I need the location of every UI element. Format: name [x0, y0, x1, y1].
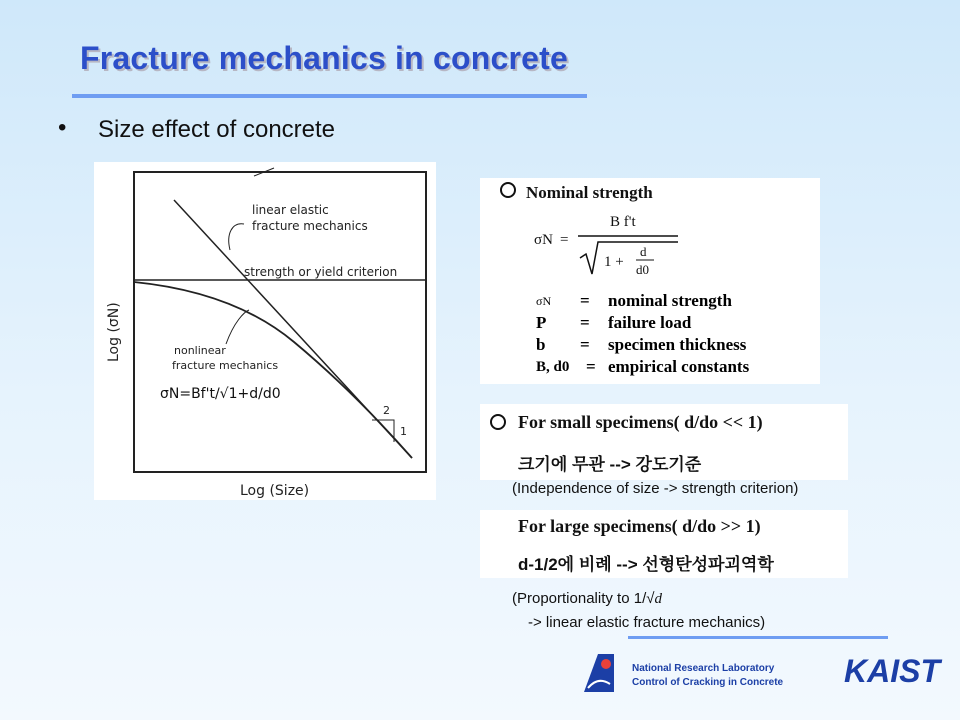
def-description: specimen thickness	[608, 335, 747, 354]
def-description: failure load	[608, 313, 692, 332]
large-specimen-caption-2: -> linear elastic fracture mechanics)	[528, 614, 766, 631]
small-specimen-panel	[480, 404, 848, 480]
plot-frame	[134, 172, 426, 472]
bullet-marker: •	[58, 114, 67, 141]
strength-criterion-label: strength or yield criterion	[244, 265, 398, 279]
x-axis-label: Log (Size)	[240, 483, 310, 499]
small-specimen-korean: 크기에 무관 --> 강도기준	[518, 455, 702, 474]
nonlinear-label-2: fracture mechanics	[172, 359, 279, 372]
root-term: 1 +	[604, 254, 624, 270]
bullet-text: Size effect of concrete	[98, 116, 336, 143]
circle-bullet-icon	[486, 410, 510, 434]
caption-variable: d	[654, 591, 662, 607]
nominal-strength-panel	[480, 178, 820, 384]
def-description: empirical constants	[608, 357, 750, 376]
slope-triangle	[372, 420, 394, 442]
sqrt-sign	[580, 242, 678, 274]
lab-name: National Research Laboratory	[632, 663, 775, 674]
definition-row	[536, 356, 816, 378]
large-specimen-panel	[480, 510, 848, 578]
slope-run-label: 2	[383, 404, 390, 417]
caption-text: (Proportionality to 1/√	[512, 590, 655, 607]
slide-title: Fracture mechanics in concrete	[80, 40, 568, 76]
y-axis-label: Log (σN)	[106, 302, 122, 362]
def-symbol: P	[536, 313, 547, 332]
lefm-pointer	[229, 224, 244, 250]
kaist-logo-icon	[842, 650, 952, 692]
def-symbol: B, d0	[536, 358, 570, 375]
circle-bullet-icon	[501, 183, 515, 197]
definition-row	[536, 312, 816, 334]
lefm-label-1: linear elastic	[252, 203, 329, 217]
lefm-label-2: fracture mechanics	[252, 219, 368, 233]
root-frac-den: d0	[636, 262, 649, 277]
large-specimen-korean: d-1/2에 비례 --> 선형탄성파괴역학	[518, 555, 774, 574]
def-equals: =	[580, 313, 590, 332]
def-symbol: σN	[536, 293, 552, 308]
lab-logo-icon	[584, 654, 614, 692]
slope-rise-label: 1	[400, 425, 407, 438]
def-symbol: b	[536, 335, 546, 354]
kaist-logo-text: KAIST	[844, 653, 940, 689]
small-specimen-text: For small specimens( d/do << 1)	[518, 412, 763, 432]
def-equals: =	[580, 291, 590, 310]
bottom-divider	[628, 636, 888, 639]
large-specimen-caption	[512, 590, 662, 608]
small-specimen-caption: (Independence of size -> strength criterion)	[512, 480, 799, 497]
def-description: nominal strength	[608, 291, 732, 310]
root-frac-num: d	[640, 244, 647, 259]
title-underline	[72, 94, 587, 98]
formula-sigma: σN	[534, 232, 553, 248]
nonlinear-pointer	[226, 310, 249, 344]
large-specimen-text: For large specimens( d/do >> 1)	[518, 516, 761, 536]
def-equals: =	[580, 335, 590, 354]
lab-subtitle: Control of Cracking in Concrete	[632, 677, 784, 688]
formula-numerator: B f't	[610, 214, 636, 230]
size-effect-plot	[94, 162, 436, 500]
def-equals: =	[586, 357, 596, 376]
definition-list	[536, 290, 816, 378]
size-effect-formula: σN=Bf't/√1+d/d0	[160, 386, 281, 402]
definition-row	[536, 290, 816, 312]
size-effect-graph	[94, 162, 436, 500]
formula-equals: =	[560, 232, 569, 248]
nonlinear-label-1: nonlinear	[174, 344, 226, 357]
definition-row	[536, 334, 816, 356]
nominal-strength-heading: Nominal strength	[526, 183, 653, 202]
